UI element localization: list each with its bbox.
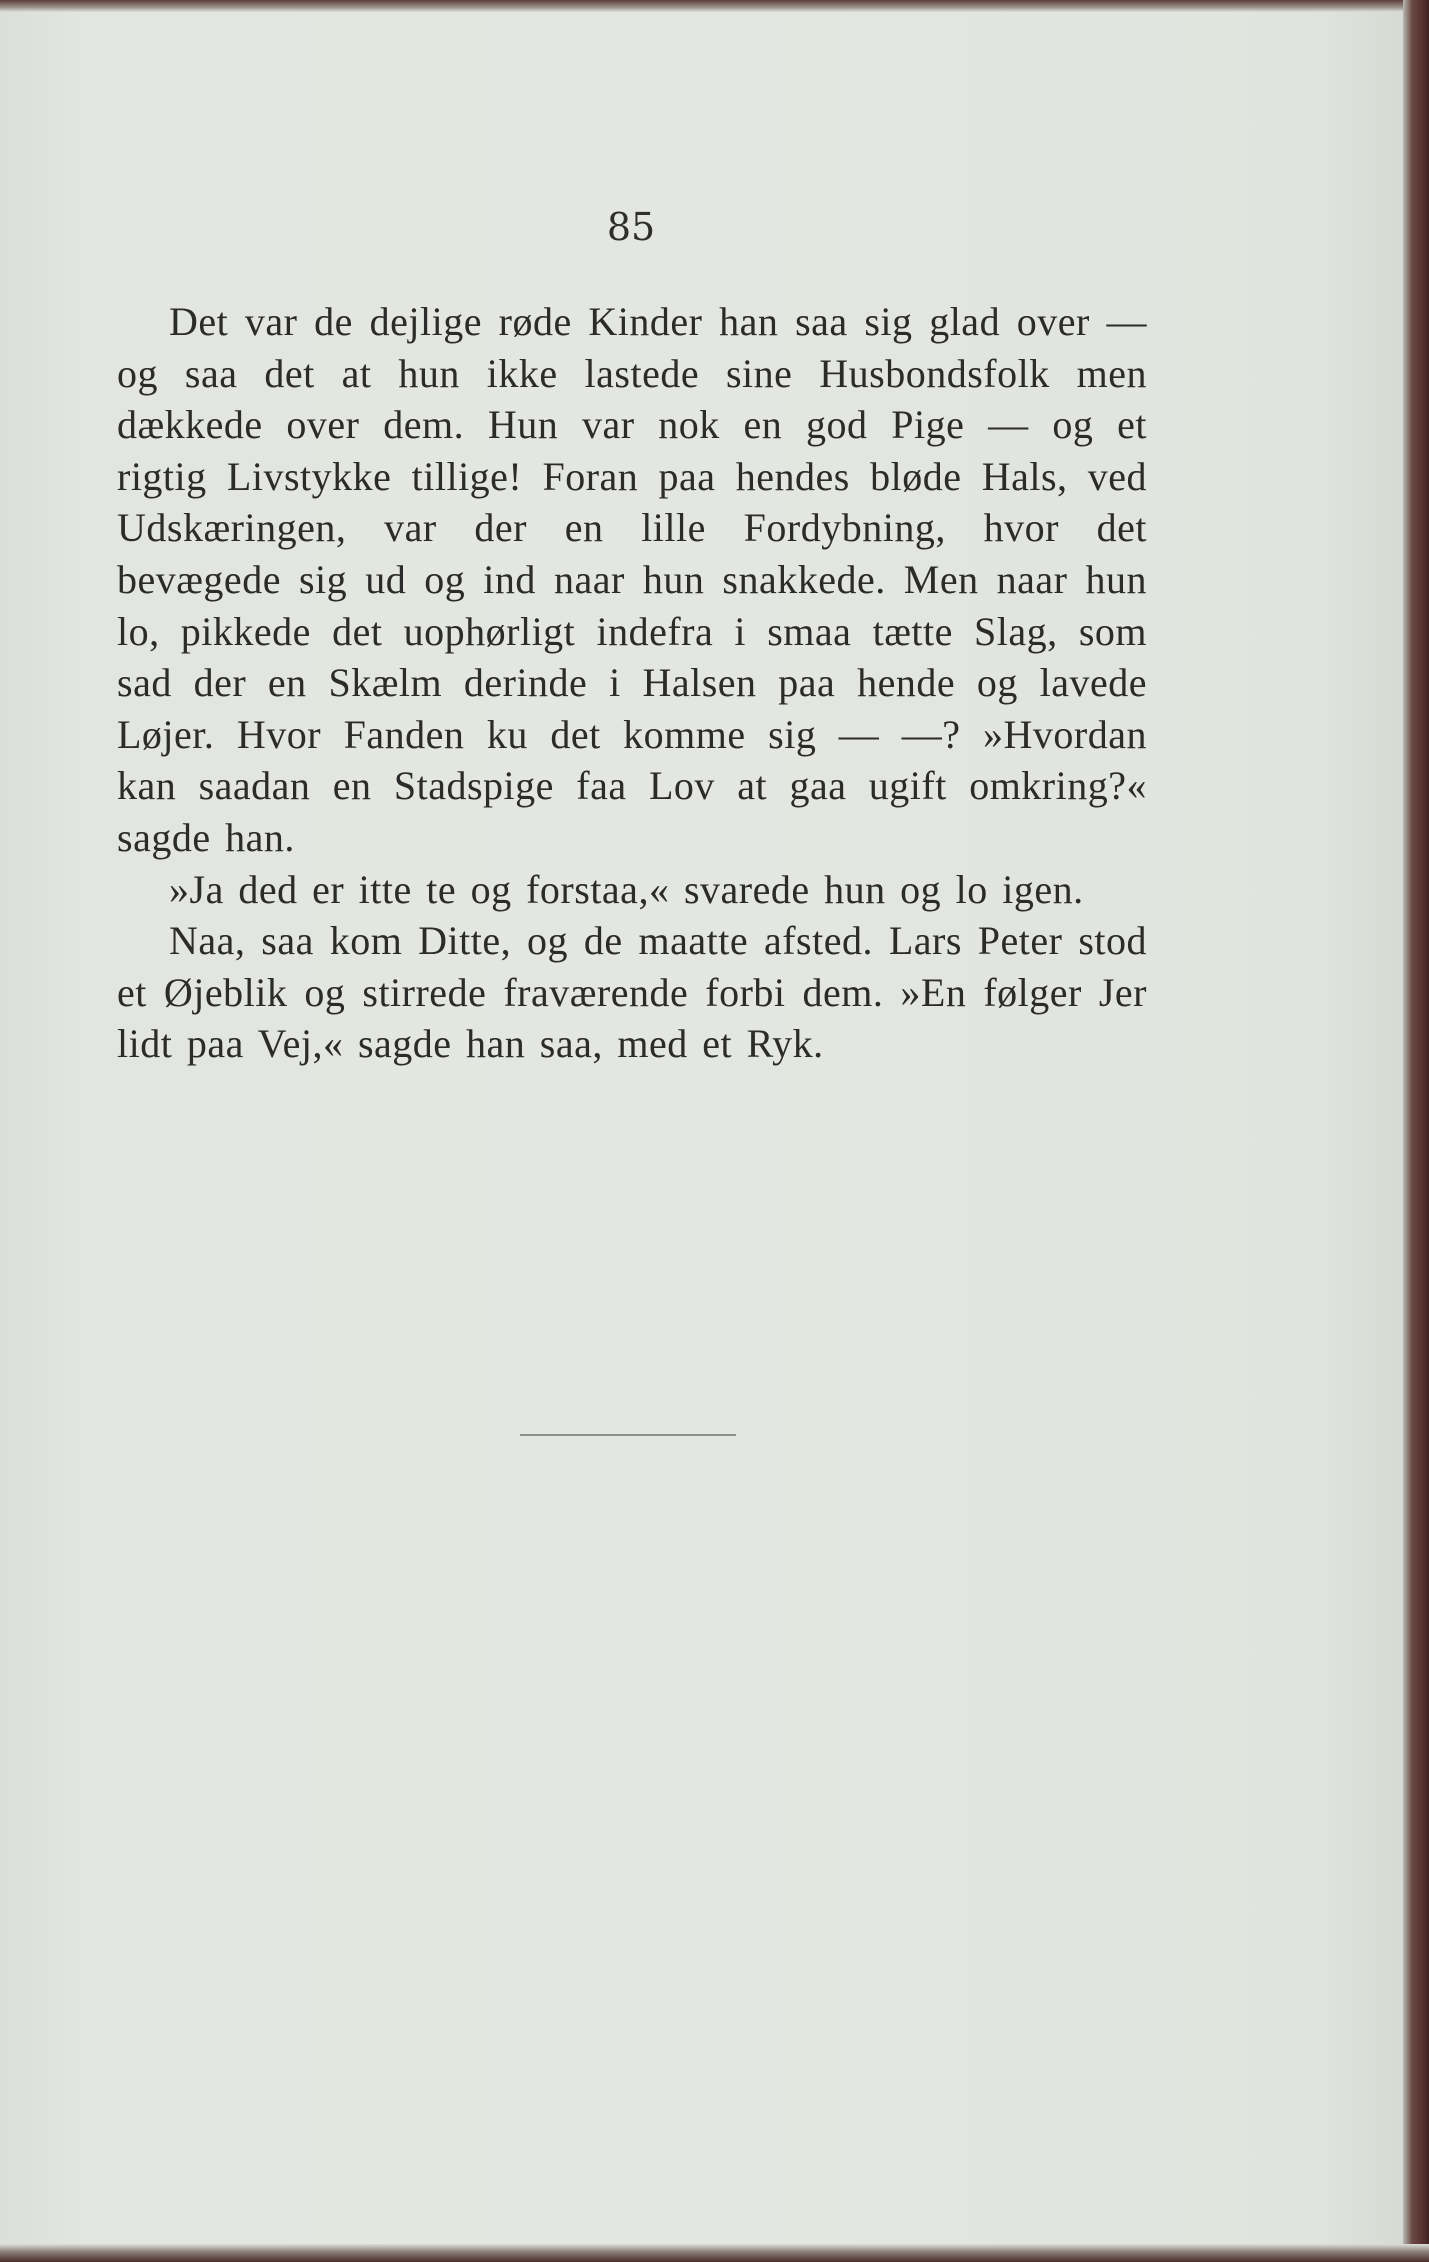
section-end-rule (520, 1434, 736, 1436)
paragraph-3: Naa, saa kom Ditte, og de maatte afsted. Lars Peter stod et Øjeblik og stirrede fraværende forbi dem. »En følger Jer lidt paa Vej,« sagde han saa, med et Ryk. (117, 918, 1147, 1067)
page-number: 85 (606, 205, 656, 249)
paragraph-2: »Ja ded er itte te og forstaa,« svarede hun og lo igen. (169, 866, 1084, 912)
book-spine-edge (1403, 0, 1429, 2262)
paragraph-1: Det var de dejlige røde Kinder han saa sig glad over — og saa det at hun ikke lastede sine Husbondsfolk men dækkede over dem. Hun var nok en god Pige — og et rigtig Livstykke tillige! Foran paa hendes bløde Hals, ved Udskæringen, var der en lille Fordybning, hvor det bevægede sig ud og ind naar hun snakkede. Men naar hun lo, pikkede det uophørligt indefra i smaa tætte Slag, som sad der en Skælm derinde i Halsen paa hende og lavede Løjer. Hvor Fanden ku det komme sig — —? »Hvordan kan saadan en Stadspige faa Lov at gaa ugift omkring?« sagde han. (117, 299, 1147, 860)
body-text (117, 296, 1147, 1070)
page-bottom-edge (0, 2244, 1429, 2262)
page-top-edge (0, 0, 1429, 12)
